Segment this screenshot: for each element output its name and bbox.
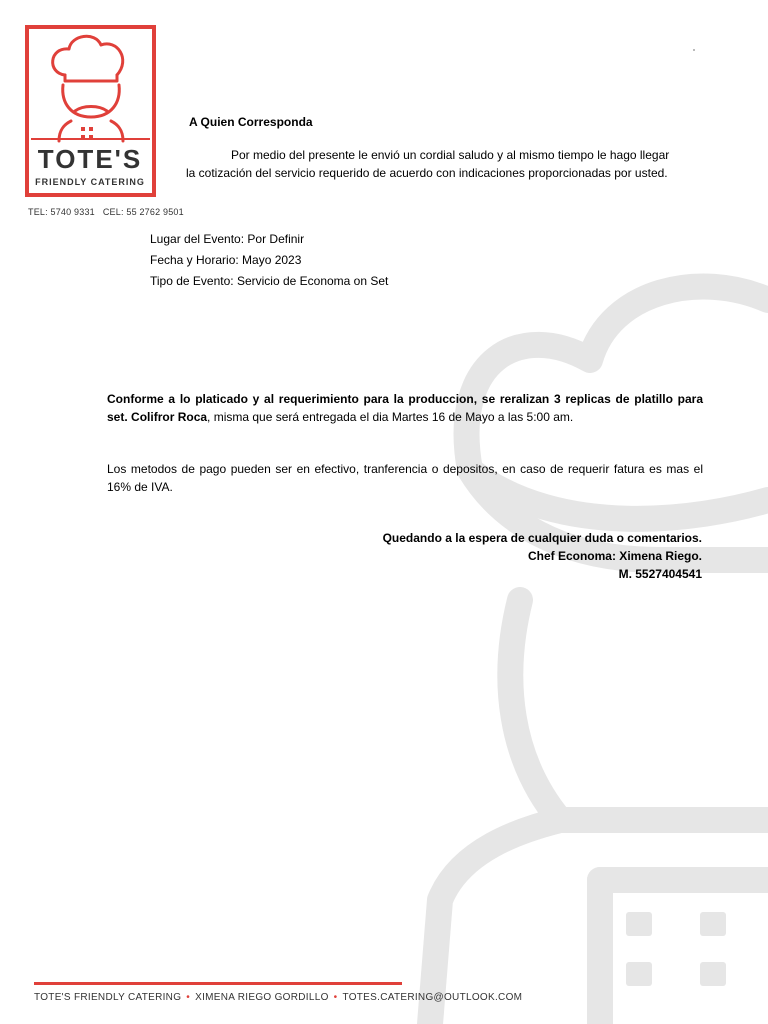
cel-number: CEL: 55 2762 9501 [102, 207, 184, 217]
event-details [150, 229, 388, 292]
chef-icon [53, 36, 123, 141]
intro-line-2: la cotización del servicio requerido de acuerdo con indicaciones proporcionadas por usted. [186, 166, 668, 180]
detail-type: Tipo de Evento: Servicio de Economa on Set [150, 274, 389, 288]
dish-name: Colifror Roca [131, 410, 208, 424]
intro-line-1: Por medio del presente le envió un cordial saludo y al mismo tiempo le hago llegar [231, 148, 670, 162]
closing-block [383, 529, 702, 583]
brand-name: TOTE'S [37, 144, 143, 174]
paragraph-request-rest: , misma que será entregada el dia Martes 16 de Mayo a las 5:00 am. [207, 410, 574, 424]
signature-name: Chef Economa: Ximena Riego. [527, 549, 702, 563]
footer-divider [34, 982, 402, 985]
detail-location: Lugar del Evento: Por Definir [150, 232, 305, 246]
footer [34, 992, 522, 1003]
brand-tagline: FRIENDLY CATERING [35, 177, 145, 187]
company-logo [25, 25, 156, 197]
tel-number: TEL: 5740 9331 [28, 207, 95, 217]
footer-email: TOTES.CATERING@OUTLOOK.COM [342, 992, 523, 1003]
mark [693, 49, 695, 51]
detail-date: Fecha y Horario: Mayo 2023 [150, 253, 302, 267]
contact-phones [28, 207, 184, 217]
paragraph-request-line1: Conforme a lo platicado y al requerimiento para la produccion, se reralizan 3 replicas de platillo para set. [107, 392, 703, 424]
closing-line: Quedando a la espera de cualquier duda o comentarios. [382, 531, 702, 545]
paragraph-request [107, 390, 703, 426]
signature-phone: M. 5527404541 [618, 567, 702, 581]
footer-company: TOTE'S FRIENDLY CATERING [34, 992, 182, 1003]
paragraph-payment: Los metodos de pago pueden ser en efectivo, tranferencia o depositos, en caso de requerir fatura es mas el 16% de IVA. [107, 462, 703, 494]
greeting: A Quien Corresponda [189, 115, 313, 129]
footer-separator: • [186, 992, 191, 1003]
footer-person: XIMENA RIEGO GORDILLO [195, 992, 329, 1003]
footer-separator: • [333, 992, 338, 1003]
